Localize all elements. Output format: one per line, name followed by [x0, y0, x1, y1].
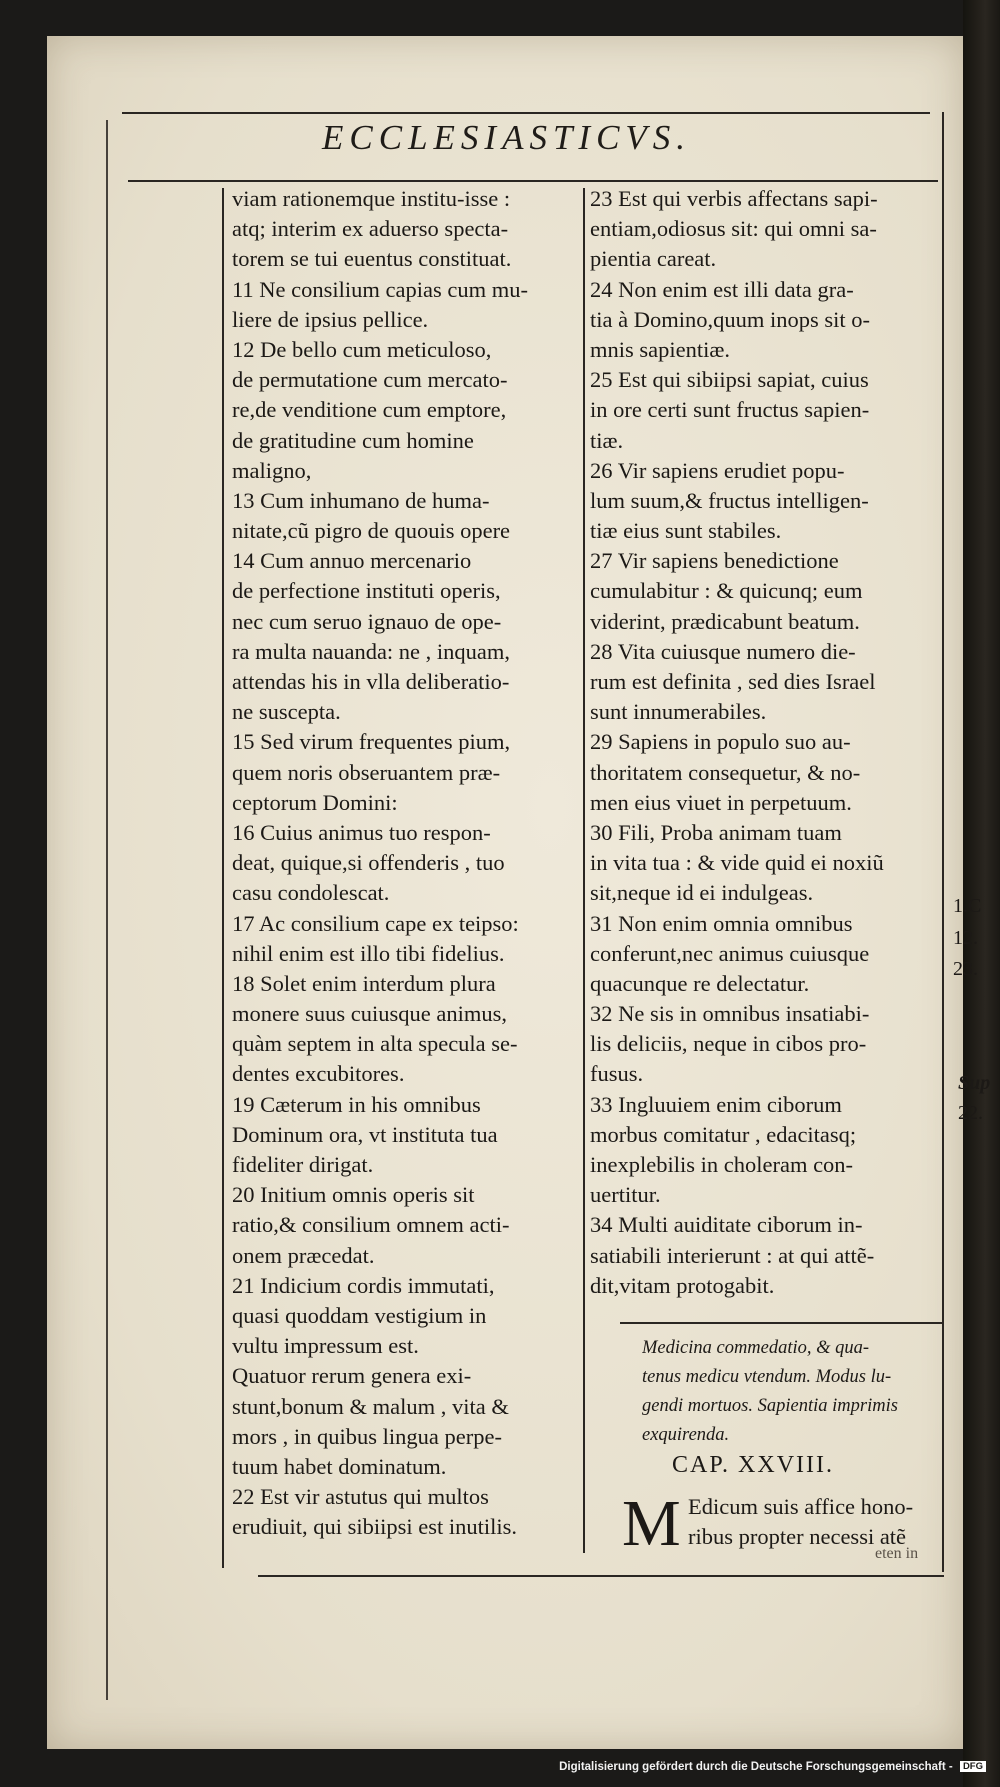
text-line: satiabili interierunt : at qui attẽ-	[590, 1242, 875, 1268]
footer-text: Digitalisierung gefördert durch die Deutsche Forschungsgemeinschaft -	[559, 1761, 953, 1773]
text-line: ribus propter necessi atẽ	[688, 1524, 907, 1549]
text-line: attendas his in vlla deliberatio-	[232, 669, 510, 694]
text-line: inexplebilis in choleram con-	[590, 1152, 854, 1177]
text-line: nihil enim est illo tibi fidelius.	[232, 940, 505, 966]
text-line: sit,neque id ei indulgeas.	[590, 880, 814, 906]
text-line: pientia careat.	[590, 246, 717, 272]
text-line: 31 Non enim omnia omnibus	[590, 910, 853, 936]
text-line: 26 Vir sapiens erudiet popu-	[590, 457, 845, 483]
text-line: 33 Ingluuiem enim ciborum	[590, 1091, 842, 1117]
text-line: dentes excubitores.	[232, 1061, 405, 1087]
text-line: uertitur.	[590, 1182, 661, 1208]
text-line: 16 Cuius animus tuo respon-	[232, 819, 491, 845]
margin-note: Sup	[958, 1072, 991, 1094]
text-line: 23 Est qui verbis affectans sapi-	[590, 186, 878, 211]
text-line: mnis sapientiæ.	[590, 336, 730, 362]
text-line: de permutatione cum mercato-	[232, 367, 508, 393]
text-line: de perfectione instituti operis,	[232, 578, 501, 604]
text-line: 11 Ne consilium capias cum mu-	[232, 276, 528, 302]
book-edge	[963, 0, 1000, 1787]
text-line: in vita tua : & vide quid ei noxiũ	[590, 850, 884, 876]
text-line: re,de venditione cum emptore,	[232, 397, 507, 423]
text-line: 12 De bello cum meticuloso,	[232, 336, 492, 362]
text-line: quàm septem in alta specula se-	[232, 1031, 518, 1057]
text-line: men eius viuet in perpetuum.	[590, 789, 852, 815]
summary-line: gendi mortuos. Sapientia imprimis	[642, 1396, 898, 1416]
text-line: erudiuit, qui sibiipsi est inutilis.	[232, 1514, 518, 1540]
text-line: vultu impressum est.	[232, 1333, 419, 1359]
chapter-text	[688, 1492, 948, 1552]
text-line: stunt,bonum & malum , vita &	[232, 1393, 509, 1419]
text-line: 32 Ne sis in omnibus insatiabi-	[590, 1001, 870, 1027]
text-line: lis deliciis, neque in cibos pro-	[590, 1031, 867, 1057]
text-line: monere suus cuiusque animus,	[232, 1001, 507, 1027]
drop-cap: M	[622, 1487, 681, 1560]
text-line: 25 Est qui sibiipsi sapiat, cuius	[590, 367, 869, 393]
text-line: in ore certi sunt fructus sapien-	[590, 397, 870, 423]
text-line: ne suscepta.	[232, 699, 341, 725]
summary-line: exquirenda.	[642, 1425, 730, 1445]
left-column-rule	[222, 188, 224, 1568]
text-line: tiæ eius sunt stabiles.	[590, 518, 782, 544]
text-line: quacunque re delectatur.	[590, 970, 810, 996]
margin-note: 23.	[953, 958, 978, 980]
text-line: ra multa nauanda: ne , inquam,	[232, 638, 511, 664]
text-line: 17 Ac consilium cape ex teipso:	[232, 910, 519, 936]
text-line: ceptorum Domini:	[232, 789, 398, 815]
text-line: 15 Sed virum frequentes pium,	[232, 729, 511, 755]
left-page-border	[106, 120, 108, 1700]
text-line: entiam,odiosus sit: qui omni sa-	[590, 216, 877, 242]
text-line: 21 Indicium cordis immutati,	[232, 1272, 495, 1298]
text-line: sunt innumerabiles.	[590, 699, 767, 725]
text-line: ratio,& consilium omnem acti-	[232, 1212, 510, 1238]
text-line: onem præcedat.	[232, 1242, 375, 1268]
text-line: Quatuor rerum genera exi-	[232, 1363, 472, 1389]
margin-note: 22.	[958, 1102, 983, 1124]
text-line: 27 Vir sapiens benedictione	[590, 548, 839, 574]
text-line: deat, quique,si offenderis , tuo	[232, 850, 505, 876]
text-line: 13 Cum inhumano de huma-	[232, 487, 490, 513]
chapter-heading: CAP. XXVIII.	[672, 1452, 834, 1478]
summary-rule	[620, 1322, 942, 1324]
text-line: thoritatem consequetur, & no-	[590, 759, 861, 785]
header-rule-top	[122, 112, 930, 114]
text-line: nitate,cũ pigro de quouis opere	[232, 518, 511, 544]
chapter-summary	[642, 1334, 957, 1450]
running-head: ECCLESIASTICVS.	[322, 118, 692, 157]
text-line: 19 Cæterum in his omnibus	[232, 1091, 481, 1117]
bottom-rule	[258, 1575, 944, 1577]
margin-note: 1.C	[953, 895, 982, 917]
text-line: torem se tui euentus constituat.	[232, 246, 512, 272]
text-line: maligno,	[232, 457, 312, 483]
footer-credit	[559, 1761, 986, 1783]
text-line: 14 Cum annuo mercenario	[232, 548, 472, 574]
text-line: 30 Fili, Proba animam tuam	[590, 819, 842, 845]
text-line: Edicum suis affice hono-	[688, 1494, 914, 1519]
text-line: tuum habet dominatum.	[232, 1453, 447, 1479]
text-line: 22 Est vir astutus qui multos	[232, 1484, 489, 1510]
summary-line: tenus medicu vtendum. Modus lu-	[642, 1367, 892, 1387]
text-line: quem noris obseruantem præ-	[232, 759, 501, 785]
text-line: 34 Multi auiditate ciborum in-	[590, 1212, 863, 1238]
text-line: 29 Sapiens in populo suo au-	[590, 729, 851, 755]
summary-line: Medicina commedatio, & qua-	[642, 1338, 870, 1358]
text-line: fideliter dirigat.	[232, 1152, 374, 1177]
margin-note: 12.	[953, 927, 978, 949]
text-line: lum suum,& fructus intelligen-	[590, 487, 869, 513]
text-line: viderint, prædicabunt beatum.	[590, 608, 860, 634]
text-line: morbus comitatur , edacitasq;	[590, 1121, 857, 1147]
dfg-logo: DFG	[960, 1761, 986, 1772]
text-line: cumulabitur : & quicunq; eum	[590, 578, 863, 604]
text-line: mors , in quibus lingua perpe-	[232, 1423, 502, 1449]
text-line: 24 Non enim est illi data gra-	[590, 276, 854, 302]
text-line: 28 Vita cuiusque numero die-	[590, 638, 856, 664]
text-line: tiæ.	[590, 427, 624, 453]
text-line: Dominum ora, vt instituta tua	[232, 1121, 498, 1147]
text-line: conferunt,nec animus cuiusque	[590, 940, 870, 966]
text-line: tia à Domino,quum inops sit o-	[590, 306, 870, 332]
text-line: 18 Solet enim interdum plura	[232, 970, 496, 996]
text-line: dit,vitam protogabit.	[590, 1272, 775, 1298]
text-line: nec cum seruo ignauo de ope-	[232, 608, 502, 634]
text-line: fusus.	[590, 1061, 644, 1087]
text-line: 20 Initium omnis operis sit	[232, 1182, 475, 1208]
text-line: de gratitudine cum homine	[232, 427, 474, 453]
text-line: rum est definita , sed dies Israel	[590, 669, 876, 694]
text-line: casu condolescat.	[232, 880, 390, 906]
text-line: viam rationemque institu-isse :	[232, 186, 511, 211]
catchword: eten in	[875, 1545, 919, 1562]
text-line: liere de ipsius pellice.	[232, 306, 429, 332]
left-column	[232, 184, 607, 1542]
text-line: quasi quoddam vestigium in	[232, 1302, 487, 1328]
right-column	[590, 184, 932, 1301]
text-line: atq; interim ex aduerso specta-	[232, 216, 509, 242]
header-rule-bottom	[128, 180, 938, 182]
